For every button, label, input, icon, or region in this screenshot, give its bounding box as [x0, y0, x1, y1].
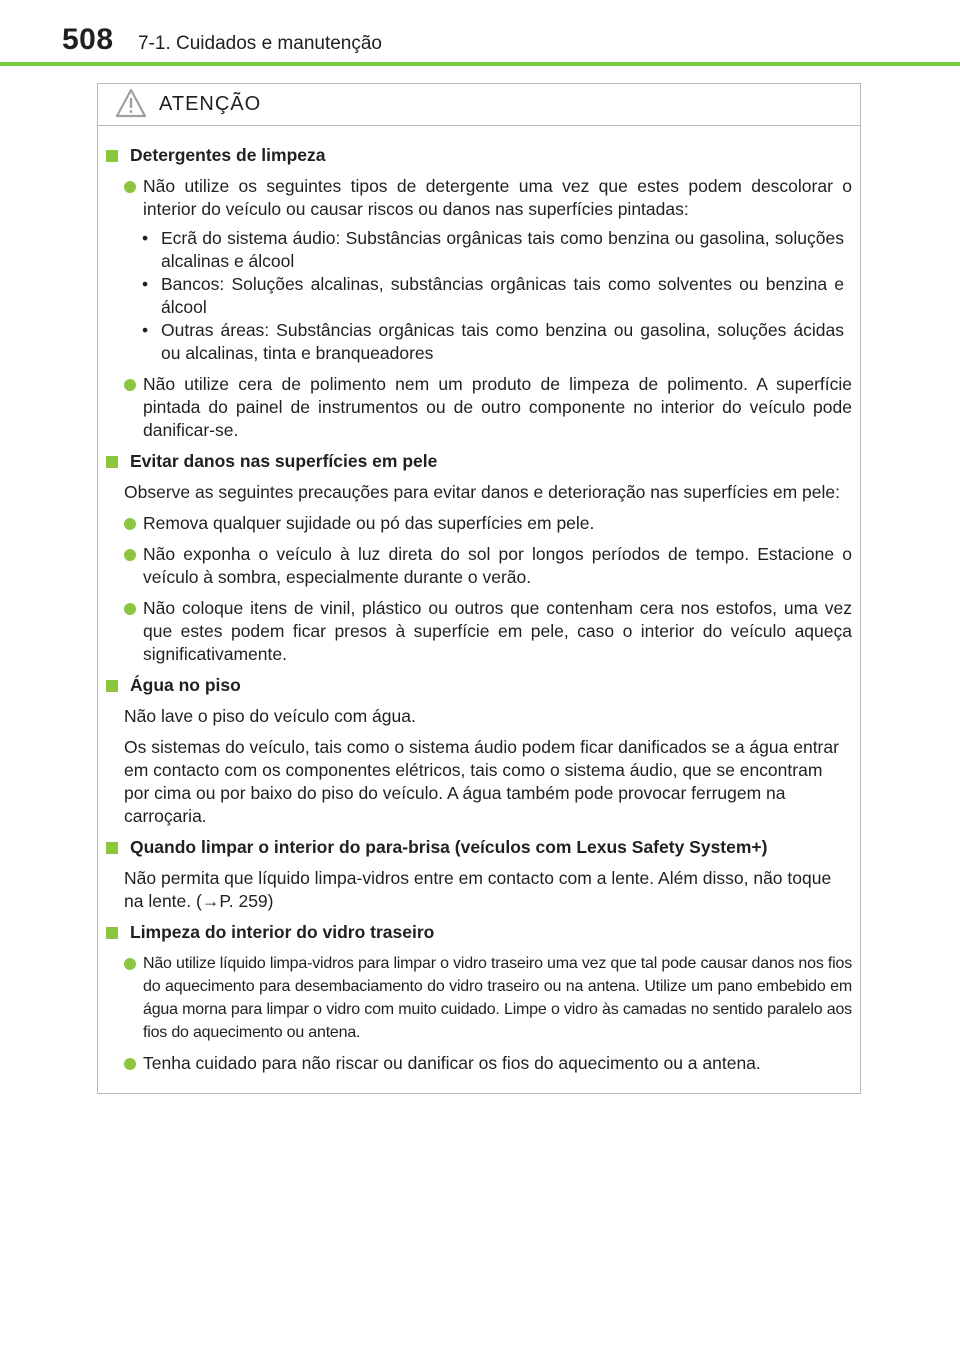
section-heading: Quando limpar o interior do para-brisa (veículos com Lexus Safety System+) — [104, 836, 860, 859]
section-leather-surfaces — [98, 450, 860, 666]
list-item: Não utilize líquido limpa-vidros para limpar o vidro traseiro uma vez que tal pode causar danos nos fios do aquecimento para desembaciamento do vidro traseiro ou na antena. Utilize um pano embebido em água morna para limpar o vidro com muito cuidado. Limpe o vidro às camadas no sentido paralelo aos fios do aquecimento ou antena. — [98, 952, 860, 1044]
list-item: Não utilize cera de polimento nem um produto de limpeza de polimento. A superfície pintada do painel de instrumentos ou de outro componente no interior do veículo pode danificar-se. — [98, 373, 860, 442]
page-header — [0, 0, 960, 68]
section-water-on-floor — [98, 674, 860, 828]
round-bullet-icon — [124, 379, 136, 391]
list-item: Não utilize os seguintes tipos de detergente uma vez que estes podem descolorar o interior do veículo ou causar riscos ou danos nas superfícies pintadas: — [98, 175, 860, 221]
round-bullet-icon — [124, 958, 136, 970]
round-bullet-icon — [124, 518, 136, 530]
list-item: Não exponha o veículo à luz direta do sol por longos períodos de tempo. Estacione o veículo à sombra, especialmente durante o verão. — [98, 543, 860, 589]
section-title: 7-1. Cuidados e manutenção — [138, 33, 382, 54]
dot-bullet-icon: • — [142, 228, 149, 248]
warning-header — [98, 84, 860, 126]
square-bullet-icon — [106, 456, 118, 468]
square-bullet-icon — [106, 842, 118, 854]
round-bullet-icon — [124, 181, 136, 193]
section-windshield-interior — [98, 836, 860, 913]
warning-title: ATENÇÃO — [159, 93, 262, 115]
sub-list — [98, 227, 860, 365]
list-item: Não coloque itens de vinil, plástico ou outros que contenham cera nos estofos, uma vez que estes podem ficar presos à superfície em pele, caso o interior do veículo aqueça significativamente. — [98, 597, 860, 666]
dot-bullet-icon: • — [142, 320, 149, 340]
paragraph: Não lave o piso do veículo com água. — [124, 706, 416, 726]
square-bullet-icon — [106, 927, 118, 939]
round-bullet-icon — [124, 549, 136, 561]
square-bullet-icon — [106, 150, 118, 162]
paragraph: Não permita que líquido limpa-vidros entre em contacto com a lente. Além disso, não toque na lente. (→P. 259) — [124, 868, 832, 911]
round-bullet-icon — [124, 603, 136, 615]
header-rule — [0, 62, 960, 66]
round-bullet-icon — [124, 1058, 136, 1070]
paragraph: Os sistemas do veículo, tais como o sistema áudio podem ficar danificados se a água entrar em contacto com os componentes elétricos, tais como o sistema áudio, que se encontram por cima ou por baixo do piso do veículo. A água também pode provocar ferrugem na carroçaria. — [124, 737, 839, 826]
section-heading: Evitar danos nas superfícies em pele — [104, 450, 860, 473]
section-heading: Água no piso — [104, 674, 860, 697]
warning-triangle-icon — [115, 88, 147, 118]
list-item: Remova qualquer sujidade ou pó das superfícies em pele. — [98, 512, 860, 535]
sub-list-item: • Outras áreas: Substâncias orgânicas tais como benzina ou gasolina, soluções ácidas ou alcalinas, tinta e branqueadores — [142, 320, 844, 363]
paragraph: Observe as seguintes precauções para evitar danos e deterioração nas superfícies em pele: — [124, 482, 840, 502]
square-bullet-icon — [106, 680, 118, 692]
section-heading: Detergentes de limpeza — [104, 144, 860, 167]
dot-bullet-icon: • — [142, 274, 149, 294]
warning-box — [97, 83, 861, 1094]
sub-list-item: • Bancos: Soluções alcalinas, substâncias orgânicas tais como solventes ou benzina e álcool — [142, 274, 844, 317]
page-number: 508 — [62, 23, 114, 56]
section-heading: Limpeza do interior do vidro traseiro — [104, 921, 860, 944]
section-rear-window-interior — [98, 921, 860, 1075]
section-cleaning-detergents — [98, 144, 860, 442]
warning-content — [98, 144, 860, 1083]
list-item: Tenha cuidado para não riscar ou danificar os fios do aquecimento ou a antena. — [98, 1052, 860, 1075]
sub-list-item: • Ecrã do sistema áudio: Substâncias orgânicas tais como benzina ou gasolina, soluções alcalinas e álcool — [142, 228, 844, 271]
